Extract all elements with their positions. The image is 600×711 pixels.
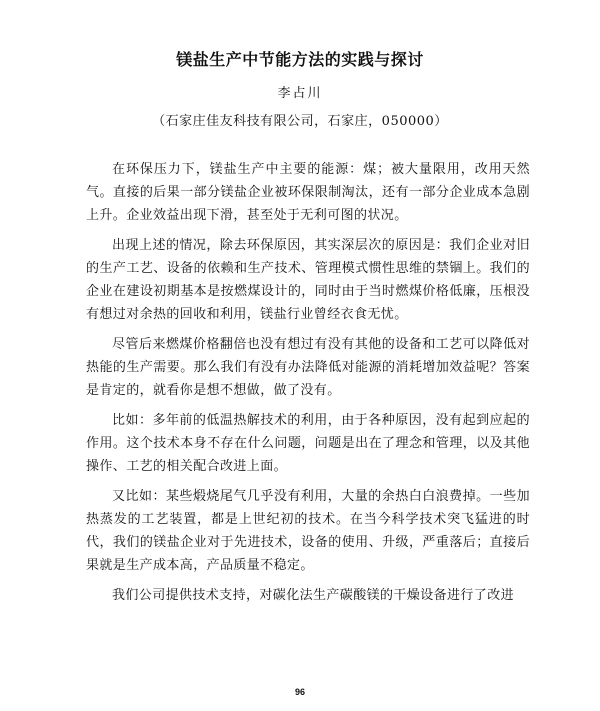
- paragraph: 又比如：某些煅烧尾气几乎没有利用，大量的余热白白浪费掉。一些加热蒸发的工艺装置，都是上世纪初的技术。在当今科学技术突飞猛进的时代，我们的镁盐企业对于先进技术，设备的使用、升级，严重落后；直接后果就是生产成本高，产品质量不稳定。: [86, 489, 530, 573]
- paragraph: 在环保压力下，镁盐生产中主要的能源：煤；被大量限用，改用天然气。直接的后果一部分镁盐企业被环保限制淘汰，还有一部分企业成本急剧上升。企业效益出现下滑，甚至处于无利可图的状况。: [86, 162, 530, 223]
- article-title: 镁盐生产中节能方法的实践与探讨: [176, 50, 424, 69]
- page-number: 96: [294, 687, 305, 697]
- paragraph: 尽管后来燃煤价格翻倍也没有想过有没有其他的设备和工艺可以降低对热能的生产需要。那么我们有没有办法降低对能源的消耗增加效益呢？答案是肯定的，就看你是想不想做，做了没有。: [86, 337, 530, 398]
- article-author: 李占川: [277, 86, 323, 101]
- paragraph: 我们公司提供技术支持，对碳化法生产碳酸镁的干燥设备进行了改进: [112, 588, 515, 603]
- paragraph: 出现上述的情况，除去环保原因，其实深层次的原因是：我们企业对旧的生产工艺、设备的依赖和生产技术、管理模式惯性思维的禁锢上。我们的企业在建设初期基本是按燃煤设计的，同时由于当时燃煤价格低廉，压根没有想过对余热的回收和利用，镁盐行业曾经衣食无忧。: [86, 238, 530, 322]
- author-affiliation: （石家庄佳友科技有限公司，石家庄，050000）: [152, 114, 448, 129]
- article-body: [86, 158, 530, 614]
- paragraph: 比如：多年前的低温热解技术的利用，由于各种原因，没有起到应起的作用。这个技术本身不存在什么问题，问题是出在了理念和管理，以及其他操作、工艺的相关配合改进上面。: [86, 413, 530, 474]
